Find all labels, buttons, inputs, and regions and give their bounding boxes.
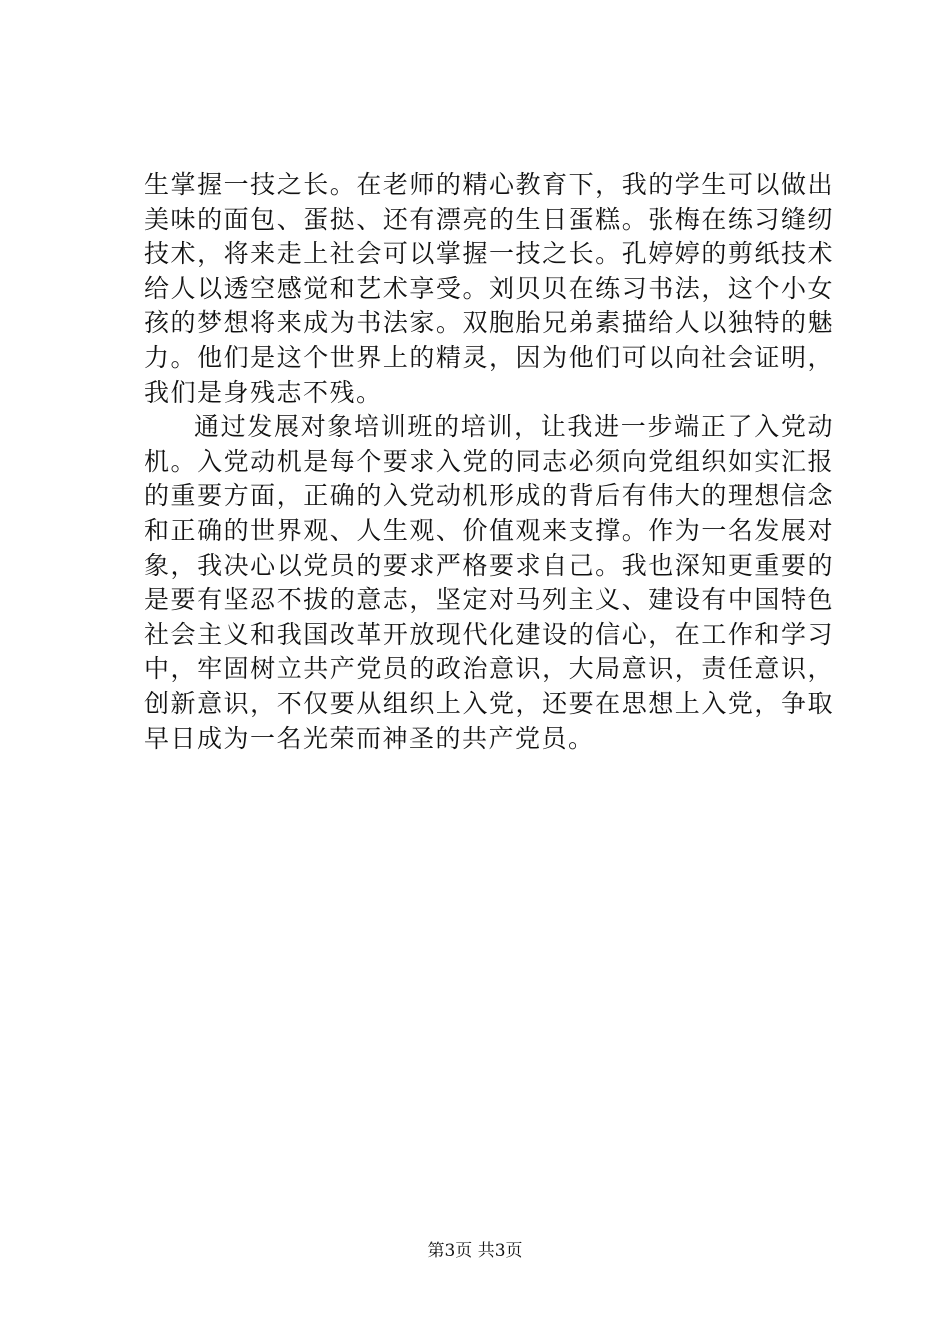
paragraph-party-motivation: 通过发展对象培训班的培训，让我进一步端正了入党动机。入党动机是每个要求入党的同志必须向党组织如实汇报的重要方面，正确的入党动机形成的背后有伟大的理想信念和正确的世界观、人生观、价值观来支撑。作为一名发展对象，我决心以党员的要求严格要求自己。我也深知更重要的是要有坚忍不拔的意志，坚定对马列主义、建设有中国特色社会主义和我国改革开放现代化建设的信心，在工作和学习中，牢固树立共产党员的政治意识，大局意识，责任意识，创新意识，不仅要从组织上入党，还要在思想上入党，争取早日成为一名光荣而神圣的共产党员。	[144, 412, 834, 753]
paragraph-continuation: 生掌握一技之长。在老师的精心教育下，我的学生可以做出美味的面包、蛋挞、还有漂亮的生日蛋糕。张梅在练习缝纫技术，将来走上社会可以掌握一技之长。孔婷婷的剪纸技术给人以透空感觉和艺术享受。刘贝贝在练习书法，这个小女孩的梦想将来成为书法家。双胞胎兄弟素描给人以独特的魅力。他们是这个世界上的精灵，因为他们可以向社会证明，我们是身残志不残。	[144, 170, 834, 407]
document-body	[144, 168, 834, 756]
page-footer: 第3页 共3页	[427, 1241, 523, 1261]
